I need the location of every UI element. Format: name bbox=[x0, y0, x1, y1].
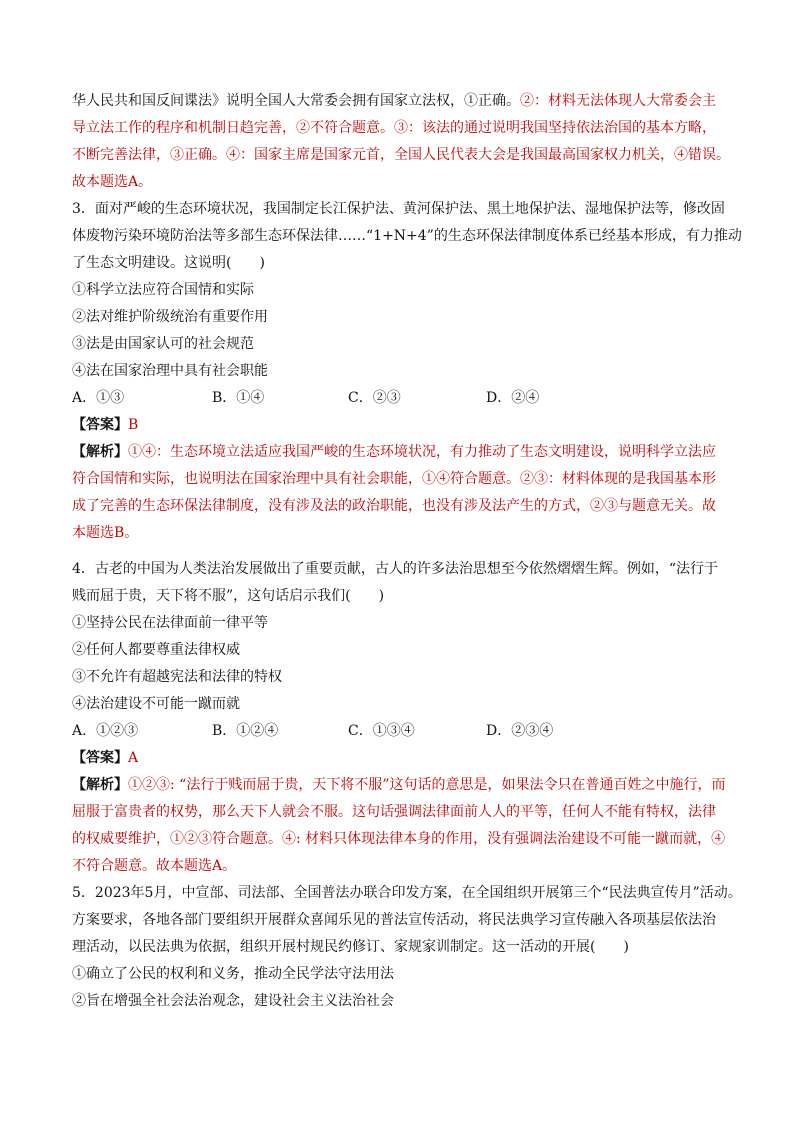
question-stem: 方案要求，各地各部门要组织开展群众喜闻乐见的普法宣传活动，将民法典学习宣传融入各项基层依法治 bbox=[72, 912, 716, 928]
statement: ③不允许有超越宪法和法律的特权 bbox=[72, 669, 282, 685]
analysis-line: 【解析】①④：生态环境立法适应我国严峻的生态环境状况，有力推动了生态文明建设，说明科学立法应 bbox=[72, 444, 716, 460]
answer-value: B bbox=[128, 417, 139, 433]
statement: ②法对维护阶级统治有重要作用 bbox=[72, 309, 268, 325]
analysis-line: 不符合题意。故本题选A。 bbox=[72, 858, 237, 874]
statement: ④法在国家治理中具有社会职能 bbox=[72, 363, 268, 379]
analysis-line: 的权威要维护，①②③符合题意。④: 材料只体现法律本身的作用，没有强调法治建设不可能一蹴而就，④ bbox=[72, 831, 726, 847]
answer-label: 【答案】 bbox=[72, 750, 128, 766]
options-row bbox=[72, 385, 728, 412]
question-4 bbox=[72, 556, 728, 880]
analysis-label: 【解析】 bbox=[72, 444, 128, 460]
statement: ④法治建设不可能一蹴而就 bbox=[72, 696, 240, 712]
option-b: B．①②④ bbox=[212, 723, 279, 739]
statement: ②旨在增强全社会法治观念，建设社会主义法治社会 bbox=[72, 993, 394, 1009]
option-a: A．①③ bbox=[72, 390, 125, 406]
question-stem: 贱而屈于贵，天下将不服”，这句话启示我们( ) bbox=[72, 588, 385, 604]
analysis-line: 符合国情和实际，也说明法在国家治理中具有社会职能，①④符合题意。②③：材料体现的是我国基本形 bbox=[72, 471, 716, 487]
statement: ①坚持公民在法律面前一律平等 bbox=[72, 615, 268, 631]
analysis-line: 【解析】①②③: “法行于贱而屈于贵，天下将不服”这句话的意思是，如果法令只在普通百姓之中施行，而 bbox=[72, 777, 726, 793]
answer-line bbox=[72, 412, 728, 439]
option-c: C．①③④ bbox=[348, 723, 415, 739]
q2-analysis-continuation bbox=[72, 88, 728, 196]
question-3 bbox=[72, 196, 742, 547]
analysis-line: 不断完善法律，③正确。④：国家主席是国家元首，全国人民代表大会是我国最高国家权力机关，④错误。 bbox=[72, 147, 730, 163]
question-stem: 了生态文明建设。这说明( ) bbox=[72, 255, 265, 271]
analysis-label: 【解析】 bbox=[72, 777, 128, 793]
analysis-line: 导立法工作的程序和机制日趋完善，②不符合题意。③：该法的通过说明我国坚持依法治国的基本方略， bbox=[72, 120, 716, 136]
analysis-line: 本题选B。 bbox=[72, 525, 139, 541]
option-b: B．①④ bbox=[212, 390, 265, 406]
statement: ③法是由国家认可的社会规范 bbox=[72, 336, 254, 352]
analysis-line: 故本题选A。 bbox=[72, 174, 153, 190]
answer-label: 【答案】 bbox=[72, 417, 128, 433]
question-stem: 5．2023年5月，中宣部、司法部、全国普法办联合印发方案，在全国组织开展第三个“民法典宣传月”活动。 bbox=[72, 885, 742, 901]
question-stem: 体废物污染环境防治法等多部生态环保法律……“1+N+4”的生态环保法律制度体系已经基本形成，有力推动 bbox=[72, 228, 742, 244]
statement: ①科学立法应符合国情和实际 bbox=[72, 282, 254, 298]
option-d: D．②③④ bbox=[486, 723, 554, 739]
analysis-line: 华人民共和国反间谍法》说明全国人大常委会拥有国家立法权，①正确。②：材料无法体现人大常委会主 bbox=[72, 93, 716, 109]
options-row bbox=[72, 718, 728, 745]
question-stem: 理活动，以民法典为依据，组织开展村规民约修订、家规家训制定。这一活动的开展( ) bbox=[72, 939, 629, 955]
question-stem: 4．古老的中国为人类法治发展做出了重要贡献，古人的许多法治思想至今依然熠熠生辉。例如，“法行于 bbox=[72, 561, 719, 577]
answer-value: A bbox=[128, 750, 139, 766]
question-stem: 3．面对严峻的生态环境状况，我国制定长江保护法、黄河保护法、黑土地保护法、湿地保护法等，修改固 bbox=[72, 201, 725, 217]
statement: ①确立了公民的权利和义务，推动全民学法守法用法 bbox=[72, 966, 394, 982]
statement: ②任何人都要尊重法律权威 bbox=[72, 642, 240, 658]
analysis-line: 成了完善的生态环保法律制度，没有涉及法的政治职能，也没有涉及法产生的方式，②③与题意无关。故 bbox=[72, 498, 716, 514]
answer-line bbox=[72, 745, 728, 772]
option-d: D．②④ bbox=[486, 390, 540, 406]
analysis-line: 屈服于富贵者的权势，那么天下人就会不服。这句话强调法律面前人人的平等，任何人不能有特权，法律 bbox=[72, 804, 716, 820]
option-c: C．②③ bbox=[348, 390, 401, 406]
question-5 bbox=[72, 880, 742, 1015]
option-a: A．①②③ bbox=[72, 723, 139, 739]
